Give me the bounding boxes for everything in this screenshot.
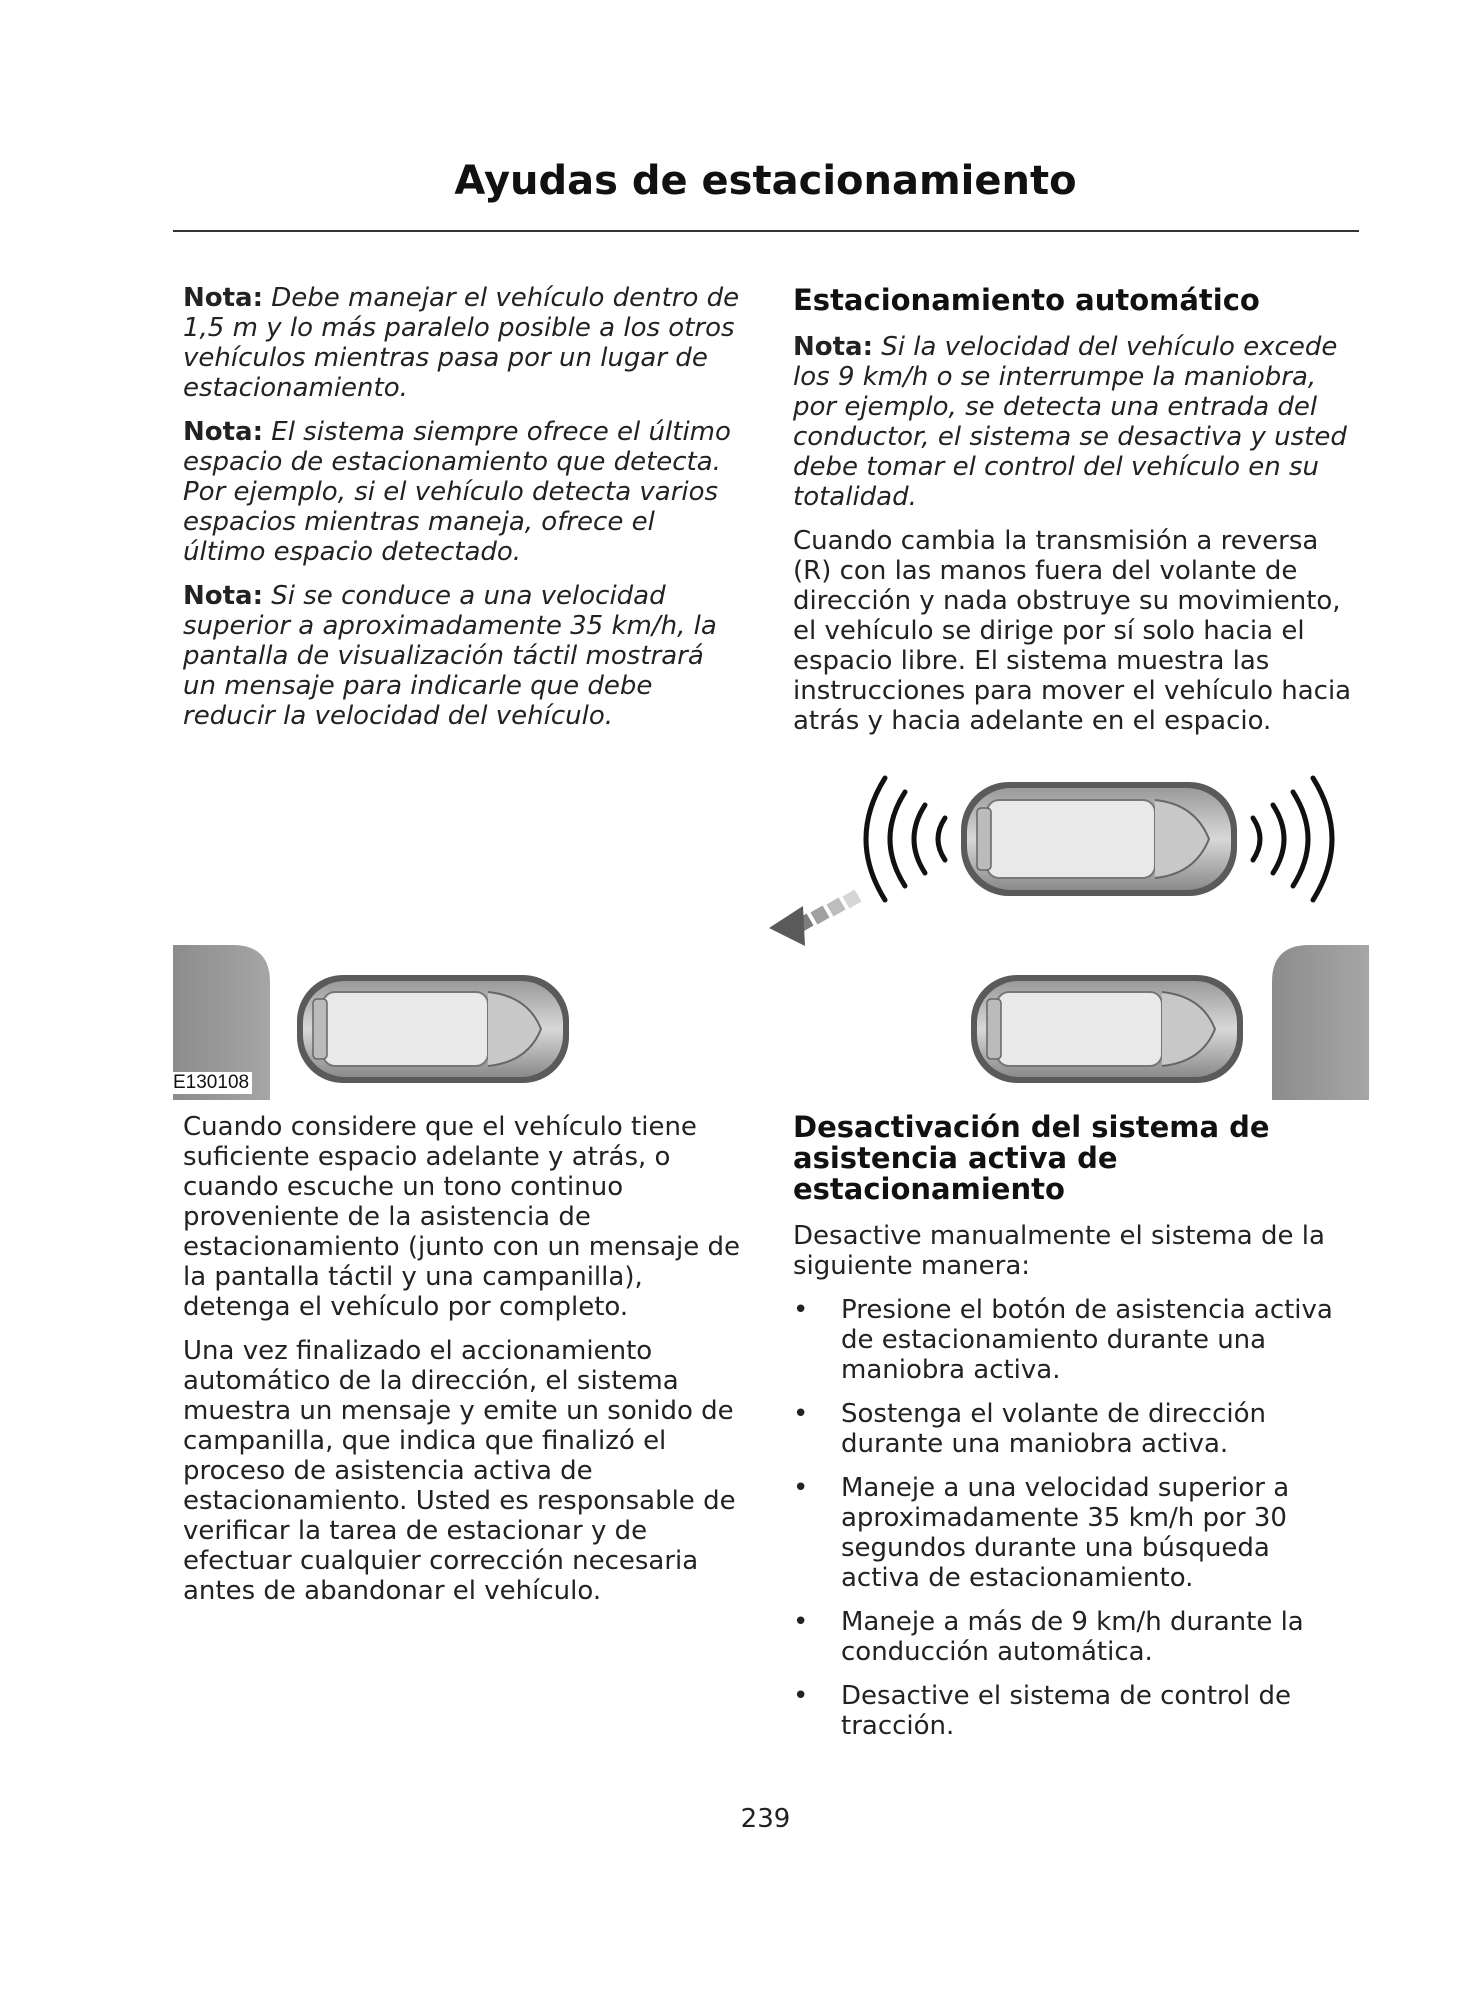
note-label: Nota: (793, 332, 873, 362)
bullet-icon: • (793, 1607, 809, 1637)
section-heading: Estacionamiento automático (793, 283, 1260, 317)
body-paragraph: Una vez finalizado el accionamiento automático de la dirección, el sistema muestra un mensaje y emite un sonido de campanilla, que indica que finalizó el proceso de asistencia activa de estacionamiento. Usted es responsable de verificar la tarea de estacionar y de efectuar cualquier corrección necesaria antes de abandonar el vehículo. (183, 1336, 736, 1606)
title-divider (173, 230, 1359, 232)
note-paragraph (183, 417, 743, 567)
list-item (793, 1681, 1353, 1741)
list-item (793, 1295, 1353, 1385)
note-paragraph (183, 581, 743, 731)
page-title: Ayudas de estacionamiento (454, 158, 1077, 204)
reverse-direction-arrow (769, 889, 862, 946)
parking-diagram-svg (173, 770, 1369, 1100)
deactivation-list (793, 1295, 1353, 1741)
left-instructions (183, 1112, 743, 1620)
list-item-text: Desactive el sistema de control de tracción. (841, 1681, 1292, 1741)
sensor-waves-left (866, 778, 945, 900)
section-automatic-parking (793, 285, 1353, 750)
list-item (793, 1607, 1353, 1667)
sensor-waves-right (1253, 778, 1332, 900)
section-deactivation (793, 1112, 1353, 1755)
parked-car-right (971, 975, 1243, 1083)
note-label: Nota: (183, 417, 263, 447)
body-paragraph: Cuando cambia la transmisión a reversa (R) con las manos fuera del volante de dirección y nada obstruye su movimiento, el vehículo se dirige por sí solo hacia el espacio libre. El sistema muestra las instrucciones para mover el vehículo hacia atrás y hacia adelante en el espacio. (793, 526, 1352, 736)
bullet-icon: • (793, 1399, 809, 1429)
parking-curb-right (1272, 945, 1369, 1100)
list-item-text: Sostenga el volante de dirección durante una maniobra activa. (841, 1399, 1267, 1459)
section-heading: Desactivación del sistema de asistencia activa de estacionamiento (793, 1110, 1270, 1206)
list-item-text: Maneje a una velocidad superior a aproximadamente 35 km/h por 30 segundos durante una búsqueda activa de estacionamiento. (841, 1473, 1290, 1593)
list-item (793, 1473, 1353, 1593)
list-item-text: Maneje a más de 9 km/h durante la conducción automática. (841, 1607, 1304, 1667)
parking-illustration (173, 770, 1369, 1100)
note-paragraph (183, 283, 743, 403)
list-item-text: Presione el botón de asistencia activa de estacionamiento durante una maniobra activa. (841, 1295, 1333, 1385)
bullet-icon: • (793, 1473, 809, 1503)
note-text: Debe manejar el vehículo dentro de 1,5 m y lo más paralelo posible a los otros vehículos mientras pasa por un lugar de estacionamiento. (183, 283, 740, 403)
note-text: Si se conduce a una velocidad superior a aproximadamente 35 km/h, la pantalla de visualización táctil mostrará un mensaje para indicarle que debe reducir la velocidad del vehículo. (183, 581, 717, 731)
body-paragraph: Cuando considere que el vehículo tiene suficiente espacio adelante y atrás, o cuando escuche un tono continuo proveniente de la asistencia de estacionamiento (junto con un mensaje de la pantalla táctil y una campanilla), detenga el vehículo por completo. (183, 1112, 741, 1322)
note-label: Nota: (183, 283, 263, 313)
bullet-icon: • (793, 1295, 809, 1325)
note-label: Nota: (183, 581, 263, 611)
note-text: Si la velocidad del vehículo excede los 9 km/h o se interrumpe la maniobra, por ejemplo, se detecta una entrada del conductor, el sistema se desactiva y usted debe tomar el control del vehículo en su totalidad. (793, 332, 1347, 512)
left-notes (183, 283, 743, 745)
note-text: El sistema siempre ofrece el último espacio de estacionamiento que detecta. Por ejemplo, si el vehículo detecta varios espacios mientras maneja, ofrece el último espacio detectado. (183, 417, 731, 567)
body-paragraph: Desactive manualmente el sistema de la siguiente manera: (793, 1221, 1325, 1281)
page-number: 239 (740, 1804, 791, 1834)
parked-car-left (297, 975, 569, 1083)
moving-car (961, 782, 1237, 896)
figure-label: E130108 (173, 1072, 252, 1094)
bullet-icon: • (793, 1681, 809, 1711)
list-item (793, 1399, 1353, 1459)
note-paragraph (793, 332, 1353, 512)
